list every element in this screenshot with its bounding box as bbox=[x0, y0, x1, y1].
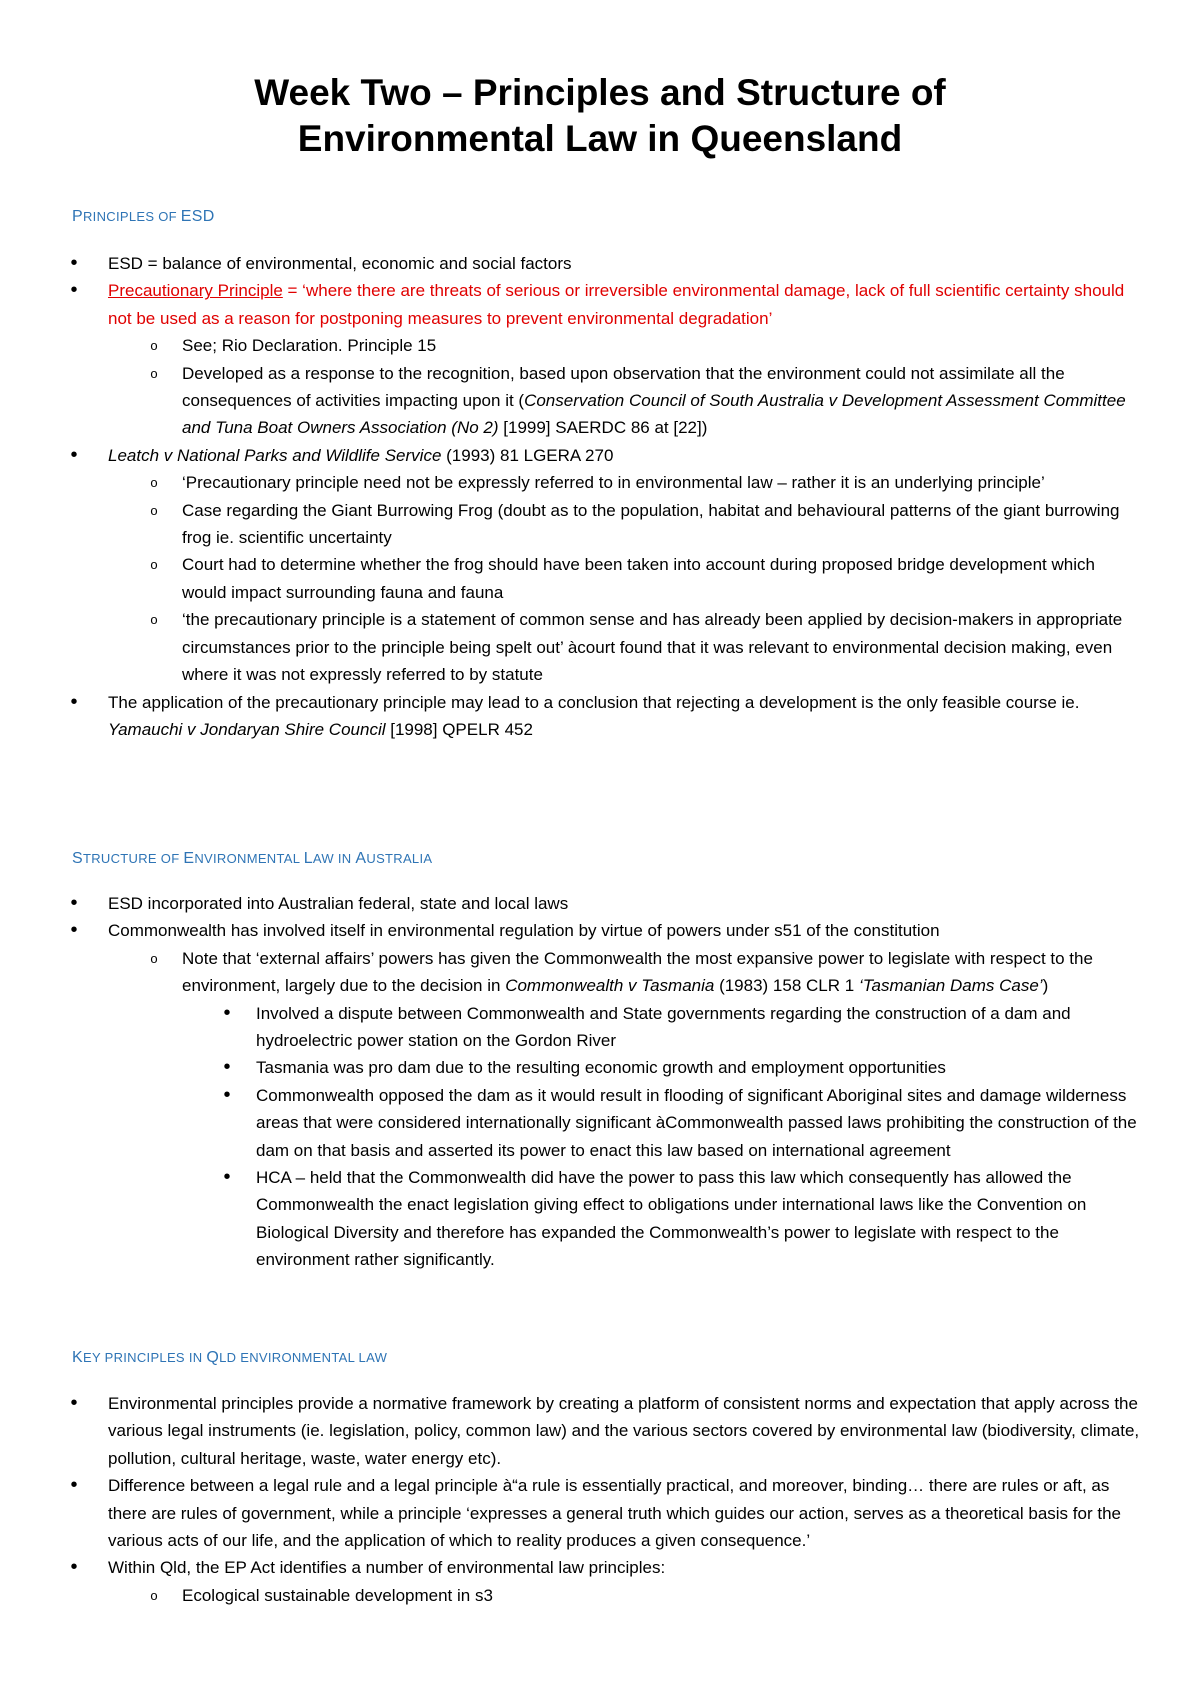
list-item: o Note that ‘external affairs’ powers has given the Commonwealth the most expansive power to legislate with respect to the environment, largely due to the decision in Commonwealth v Tasmania (1983) 158 CLR 1 ‘Tasmanian Dams Case’) bbox=[0, 945, 1200, 1000]
list-item: o Ecological sustainable development in s3 bbox=[0, 1582, 1200, 1609]
list-item: • Tasmania was pro dam due to the resulting economic growth and employment opportunities bbox=[0, 1054, 1200, 1081]
bullet-marker: • bbox=[70, 892, 78, 914]
structure-list bbox=[0, 890, 1200, 1274]
list-item: • Leatch v National Parks and Wildlife Service (1993) 81 LGERA 270 bbox=[0, 442, 1200, 469]
list-item: o ‘Precautionary principle need not be expressly referred to in environmental law – rather it is an underlying principle’ bbox=[0, 469, 1200, 496]
case-name: Leatch v National Parks and Wildlife Service bbox=[108, 445, 442, 465]
circle-marker: o bbox=[150, 950, 158, 966]
precautionary-principle-term: Precautionary Principle bbox=[108, 281, 283, 301]
case-name: Yamauchi v Jondaryan Shire Council bbox=[108, 719, 386, 739]
circle-marker: o bbox=[150, 612, 158, 628]
list-item: • ESD incorporated into Australian federal, state and local laws bbox=[0, 890, 1200, 917]
list-item: o See; Rio Declaration. Principle 15 bbox=[0, 332, 1200, 359]
list-item: • Within Qld, the EP Act identifies a number of environmental law principles: bbox=[0, 1554, 1200, 1581]
bullet-marker: • bbox=[70, 690, 78, 713]
section-heading-structure: STRUCTURE OF ENVIRONMENTAL LAW IN AUSTRALIA bbox=[72, 850, 433, 867]
bullet-marker: • bbox=[223, 1166, 231, 1189]
circle-marker: o bbox=[150, 475, 158, 491]
circle-marker: o bbox=[150, 1587, 158, 1603]
circle-marker: o bbox=[150, 365, 158, 381]
page-title bbox=[110, 70, 1090, 162]
list-item: o Court had to determine whether the frog should have been taken into account during proposed bridge development which would impact surrounding fauna and fauna bbox=[0, 551, 1200, 606]
list-item: o Developed as a response to the recognition, based upon observation that the environment could not assimilate all the consequences of activities impacting upon it (Conservation Council of South Australia v Development Assessment Committee and Tuna Boat Owners Association (No 2) [1999] SAERDC 86 at [22]) bbox=[0, 360, 1200, 442]
circle-marker: o bbox=[150, 557, 158, 573]
list-item: • The application of the precautionary principle may lead to a conclusion that rejecting a development is the only feasible course ie. Yamauchi v Jondaryan Shire Council [1998] QPELR 452 bbox=[0, 689, 1200, 744]
key-principles-list bbox=[0, 1390, 1200, 1609]
title-line-1: Week Two – Principles and Structure of bbox=[254, 72, 946, 113]
section-heading-esd: PRINCIPLES OF ESD bbox=[72, 208, 215, 225]
section-heading-key-principles: KEY PRINCIPLES IN QLD ENVIRONMENTAL LAW bbox=[72, 1349, 388, 1366]
circle-marker: o bbox=[150, 502, 158, 518]
bullet-marker: • bbox=[223, 1083, 231, 1106]
bullet-marker: • bbox=[70, 443, 78, 466]
bullet-marker: • bbox=[223, 1056, 231, 1079]
list-item: • Commonwealth has involved itself in environmental regulation by virtue of powers under s51 of the constitution bbox=[0, 917, 1200, 944]
list-item: • Precautionary Principle = ‘where there are threats of serious or irreversible environmental damage, lack of full scientific certainty should not be used as a reason for postponing measures to prevent environmental degradation’ bbox=[0, 277, 1200, 332]
bullet-marker: • bbox=[223, 1001, 231, 1024]
circle-marker: o bbox=[150, 338, 158, 354]
list-item: • Commonwealth opposed the dam as it would result in flooding of significant Aboriginal sites and damage wilderness areas that were considered internationally significant àCommonwealth passed laws prohibiting the construction of the dam on that basis and asserted its power to enact this law based on international agreement bbox=[0, 1082, 1200, 1164]
bullet-marker: • bbox=[70, 252, 78, 274]
case-name: Conservation Council of South Australia v Development Assessment Committee and Tuna Boat Owners Association (No 2) bbox=[182, 391, 1126, 438]
list-item: • Difference between a legal rule and a legal principle à“a rule is essentially practical, and moreover, binding… there are rules or aft, as there are rules of government, while a principle ‘expresses a general truth which guides our action, serves as a theoretical basis for the various acts of our life, and the application of which to reality produces a given consequence.’ bbox=[0, 1472, 1200, 1554]
bullet-marker: • bbox=[70, 1556, 78, 1579]
list-item: o ‘the precautionary principle is a statement of common sense and has already been applied by decision-makers in appropriate circumstances prior to the principle being spelt out’ àcourt found that it was relevant to environmental decision making, even where it was not expressly referred to by statute bbox=[0, 606, 1200, 688]
case-name: Commonwealth v Tasmania bbox=[505, 976, 715, 996]
case-alias: ‘Tasmanian Dams Case’ bbox=[858, 976, 1043, 996]
esd-list bbox=[0, 250, 1200, 743]
bullet-marker: • bbox=[70, 1392, 78, 1414]
title-line-2: Environmental Law in Queensland bbox=[297, 118, 903, 159]
bullet-marker: • bbox=[70, 919, 78, 942]
list-item: o Case regarding the Giant Burrowing Frog (doubt as to the population, habitat and behavioural patterns of the giant burrowing frog ie. scientific uncertainty bbox=[0, 497, 1200, 552]
bullet-marker: • bbox=[70, 1474, 78, 1497]
bullet-marker: • bbox=[70, 279, 78, 302]
list-item: • HCA – held that the Commonwealth did have the power to pass this law which consequently has allowed the Commonwealth the enact legislation giving effect to obligations under international laws like the Convention on Biological Diversity and therefore has expanded the Commonwealth’s power to legislate with respect to the environment rather significantly. bbox=[0, 1164, 1200, 1274]
list-item: • Involved a dispute between Commonwealth and State governments regarding the construction of a dam and hydroelectric power station on the Gordon River bbox=[0, 1000, 1200, 1055]
list-item: • Environmental principles provide a normative framework by creating a platform of consistent norms and expectation that apply across the various legal instruments (ie. legislation, policy, common law) and the various sectors covered by environmental law (biodiversity, climate, pollution, cultural heritage, waste, water energy etc). bbox=[0, 1390, 1200, 1472]
list-item: • ESD = balance of environmental, economic and social factors bbox=[0, 250, 1200, 277]
